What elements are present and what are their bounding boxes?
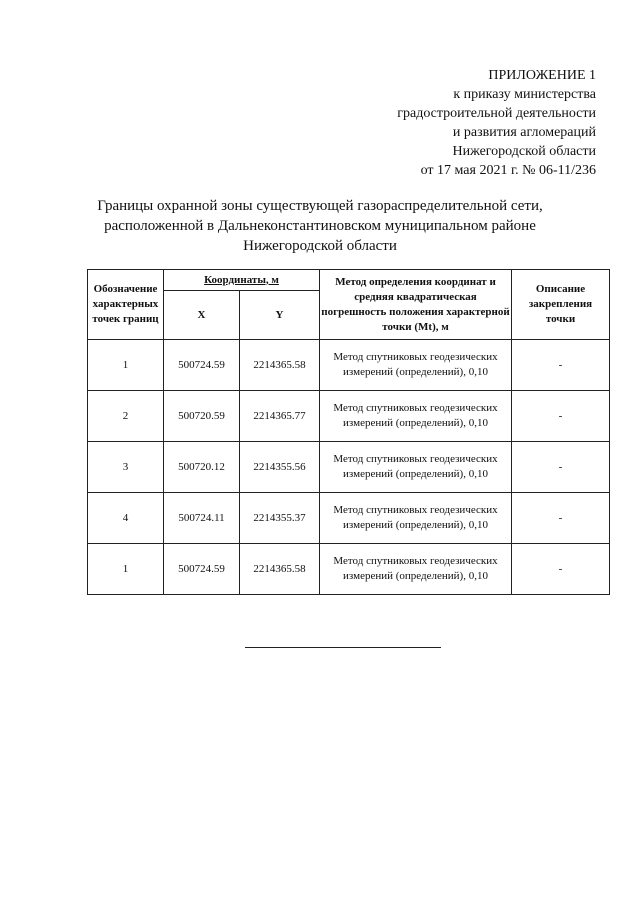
y-header: Y: [240, 291, 320, 340]
y-cell: 2214365.58: [240, 340, 320, 391]
description-header: Описание закрепления точки: [512, 270, 610, 340]
point-designation-header: Обозначение характерных точек границ: [88, 270, 164, 340]
table-row: [88, 544, 610, 595]
appendix-line: к приказу министерства: [453, 87, 596, 102]
x-cell: 500724.59: [164, 340, 240, 391]
coordinates-header: Координаты, м: [164, 270, 320, 291]
y-cell: 2214355.37: [240, 493, 320, 544]
title-line: расположенной в Дальнеконстантиновском муниципальном районе: [104, 218, 536, 234]
table-row: [88, 340, 610, 391]
description-cell: -: [512, 442, 610, 493]
title-line: Нижегородской области: [243, 238, 397, 254]
x-cell: 500720.59: [164, 391, 240, 442]
table-row: [88, 442, 610, 493]
appendix-header: [397, 66, 596, 180]
closing-line-divider: [245, 647, 441, 648]
document-title: [60, 196, 580, 256]
y-cell: 2214365.58: [240, 544, 320, 595]
y-cell: 2214365.77: [240, 391, 320, 442]
appendix-line: ПРИЛОЖЕНИЕ 1: [488, 68, 596, 83]
appendix-line: от 17 мая 2021 г. № 06-11/236: [420, 163, 596, 178]
x-cell: 500720.12: [164, 442, 240, 493]
description-cell: -: [512, 544, 610, 595]
method-cell: Метод спутниковых геодезических измерений (определений), 0,10: [320, 544, 512, 595]
method-cell: Метод спутниковых геодезических измерений (определений), 0,10: [320, 442, 512, 493]
point-cell: 4: [88, 493, 164, 544]
point-cell: 1: [88, 544, 164, 595]
table-row: [88, 493, 610, 544]
appendix-line: и развития агломераций: [452, 125, 596, 140]
point-cell: 2: [88, 391, 164, 442]
x-header: X: [164, 291, 240, 340]
description-cell: -: [512, 493, 610, 544]
description-cell: -: [512, 391, 610, 442]
point-cell: 3: [88, 442, 164, 493]
y-cell: 2214355.56: [240, 442, 320, 493]
description-cell: -: [512, 340, 610, 391]
appendix-line: Нижегородской области: [452, 144, 596, 159]
method-cell: Метод спутниковых геодезических измерений (определений), 0,10: [320, 391, 512, 442]
x-cell: 500724.59: [164, 544, 240, 595]
appendix-line: градостроительной деятельности: [397, 106, 596, 121]
boundary-points-table: [87, 269, 610, 595]
method-header: Метод определения координат и средняя квадратическая погрешность положения характерной точки (Mt), м: [320, 270, 512, 340]
table-row: [88, 391, 610, 442]
method-cell: Метод спутниковых геодезических измерений (определений), 0,10: [320, 493, 512, 544]
method-cell: Метод спутниковых геодезических измерений (определений), 0,10: [320, 340, 512, 391]
title-line: Границы охранной зоны существующей газораспределительной сети,: [97, 198, 543, 214]
point-cell: 1: [88, 340, 164, 391]
x-cell: 500724.11: [164, 493, 240, 544]
